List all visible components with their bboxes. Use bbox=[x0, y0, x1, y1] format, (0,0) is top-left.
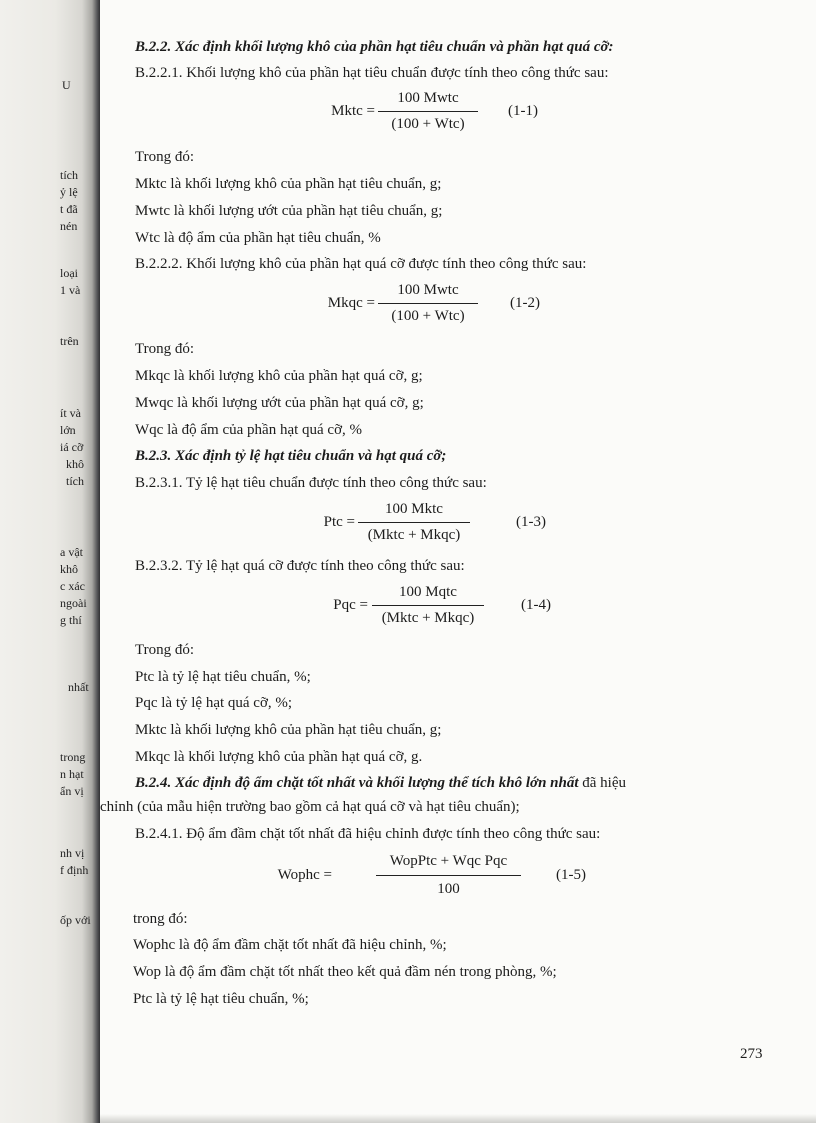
formula-denominator: (100 + Wtc) bbox=[391, 116, 465, 132]
definition-line: Mkqc là khối lượng khô của phần hạt quá cỡ, g; bbox=[135, 368, 423, 384]
formula-denominator: (Mktc + Mkqc) bbox=[381, 610, 475, 626]
formula-tag: (1-3) bbox=[516, 514, 546, 530]
gutter-fragment: trong bbox=[60, 750, 86, 764]
gutter-fragment: tích bbox=[66, 474, 84, 488]
gutter-fragment: tích bbox=[60, 168, 78, 182]
definition-line: Mktc là khối lượng khô của phần hạt tiêu chuẩn, g; bbox=[135, 722, 442, 738]
where-label: Trong đó: bbox=[135, 642, 195, 658]
formula-tag: (1-4) bbox=[521, 597, 551, 613]
fraction-bar bbox=[378, 303, 478, 304]
gutter-fragment: nén bbox=[60, 219, 78, 233]
definition-line: Mwqc là khối lượng ướt của phần hạt quá cỡ, g; bbox=[135, 395, 424, 411]
heading-wrap-line: chỉnh (của mẫu hiện trường bao gồm cả hạt quá cỡ và hạt tiêu chuẩn); bbox=[100, 799, 520, 815]
section-heading-b223: B.2.3. Xác định tỷ lệ hạt tiêu chuẩn và hạt quá cỡ; bbox=[135, 448, 447, 464]
definition-line: Wop là độ ẩm đầm chặt tốt nhất theo kết quả đầm nén trong phòng, %; bbox=[133, 964, 557, 980]
definition-line: Mkqc là khối lượng khô của phần hạt quá cỡ, g. bbox=[135, 749, 423, 765]
formula-numerator: 100 Mktc bbox=[385, 501, 443, 517]
where-label: Trong đó: bbox=[135, 149, 195, 165]
fraction-bar bbox=[376, 875, 521, 876]
page-number: 273 bbox=[740, 1046, 763, 1062]
gutter-fragment: U bbox=[62, 78, 71, 92]
definition-line: Mktc là khối lượng khô của phần hạt tiêu chuẩn, g; bbox=[135, 176, 442, 192]
formula-lhs: Mkqc = bbox=[327, 295, 375, 311]
formula-lhs: Ptc = bbox=[323, 514, 355, 530]
formula-numerator: 100 Mwtc bbox=[397, 282, 459, 298]
paragraph-b2232: B.2.3.2. Tỷ lệ hạt quá cỡ được tính theo công thức sau: bbox=[135, 558, 465, 574]
gutter-fragment: ỷ lệ bbox=[60, 185, 78, 199]
formula-lhs: Wophc = bbox=[277, 867, 332, 883]
formula-numerator: 100 Mqtc bbox=[399, 584, 457, 600]
paragraph-b2222: B.2.2.2. Khối lượng khô của phần hạt quá cỡ được tính theo công thức sau: bbox=[135, 256, 587, 272]
formula-tag: (1-1) bbox=[508, 103, 538, 119]
formula-denominator: 100 bbox=[437, 881, 460, 897]
where-label: trong đó: bbox=[133, 911, 188, 927]
paragraph-b2231: B.2.3.1. Tỷ lệ hạt tiêu chuẩn được tính theo công thức sau: bbox=[135, 475, 487, 491]
gutter-fragment: trên bbox=[60, 334, 79, 348]
gutter-fragment: khô bbox=[66, 457, 84, 471]
document-page bbox=[100, 0, 816, 1123]
gutter-fragment: g thí bbox=[60, 613, 82, 627]
gutter-fragment: n hạt bbox=[60, 767, 84, 781]
formula-numerator: 100 Mwtc bbox=[397, 90, 459, 106]
gutter-fragment: t đã bbox=[60, 202, 78, 216]
section-heading-b222: B.2.2. Xác định khối lượng khô của phần hạt tiêu chuẩn và phần hạt quá cỡ: bbox=[135, 39, 614, 55]
definition-line: Mwtc là khối lượng ướt của phần hạt tiêu chuẩn, g; bbox=[135, 203, 443, 219]
section-heading-b224: B.2.4. Xác định độ ẩm chặt tốt nhất và khối lượng thể tích khô lớn nhất bbox=[135, 775, 579, 791]
definition-line: Pqc là tỷ lệ hạt quá cỡ, %; bbox=[135, 695, 293, 711]
gutter-fragment: lớn bbox=[60, 423, 76, 437]
formula-tag: (1-5) bbox=[556, 867, 586, 883]
page-bottom-shadow bbox=[100, 1114, 816, 1123]
gutter-fragment: f định bbox=[60, 863, 89, 877]
binding-gutter bbox=[0, 0, 100, 1123]
formula-numerator: WopPtc + Wqc Pqc bbox=[389, 853, 508, 869]
gutter-fragment: ngoài bbox=[60, 596, 87, 610]
gutter-fragment: iá cỡ bbox=[60, 440, 84, 454]
gutter-fragment: nhất bbox=[68, 680, 89, 694]
fraction-bar bbox=[358, 522, 470, 523]
formula-denominator: (100 + Wtc) bbox=[391, 308, 465, 324]
gutter-fragment: ít và bbox=[60, 406, 81, 420]
section-heading-b224-line bbox=[135, 774, 626, 792]
heading-continuation: đã hiệu bbox=[578, 775, 626, 791]
definition-line: Ptc là tỷ lệ hạt tiêu chuẩn, %; bbox=[133, 991, 309, 1007]
gutter-fragment: c xác bbox=[60, 579, 85, 593]
gutter-fragment: ốp với bbox=[60, 913, 91, 927]
gutter-fragment: ẩn vị bbox=[60, 784, 84, 798]
formula-tag: (1-2) bbox=[510, 295, 540, 311]
fraction-bar bbox=[372, 605, 484, 606]
fraction-bar bbox=[378, 111, 478, 112]
gutter-fragment: 1 và bbox=[60, 283, 81, 297]
formula-lhs: Mktc = bbox=[331, 103, 375, 119]
definition-line: Wtc là độ ẩm của phần hạt tiêu chuẩn, % bbox=[135, 230, 381, 246]
paragraph-b2221: B.2.2.1. Khối lượng khô của phần hạt tiêu chuẩn được tính theo công thức sau: bbox=[135, 65, 609, 81]
definition-line: Wophc là độ ẩm đầm chặt tốt nhất đã hiệu chỉnh, %; bbox=[133, 937, 447, 953]
formula-lhs: Pqc = bbox=[333, 597, 368, 613]
where-label: Trong đó: bbox=[135, 341, 195, 357]
paragraph-b2241: B.2.4.1. Độ ẩm đầm chặt tốt nhất đã hiệu chỉnh được tính theo công thức sau: bbox=[135, 826, 601, 842]
definition-line: Ptc là tỷ lệ hạt tiêu chuẩn, %; bbox=[135, 669, 311, 685]
gutter-fragment: a vật bbox=[60, 545, 83, 559]
definition-line: Wqc là độ ẩm của phần hạt quá cỡ, % bbox=[135, 422, 363, 438]
gutter-fragment: loại bbox=[60, 266, 78, 280]
formula-denominator: (Mktc + Mkqc) bbox=[367, 527, 461, 543]
gutter-fragment: nh vị bbox=[60, 846, 85, 860]
gutter-fragment: khô bbox=[60, 562, 78, 576]
